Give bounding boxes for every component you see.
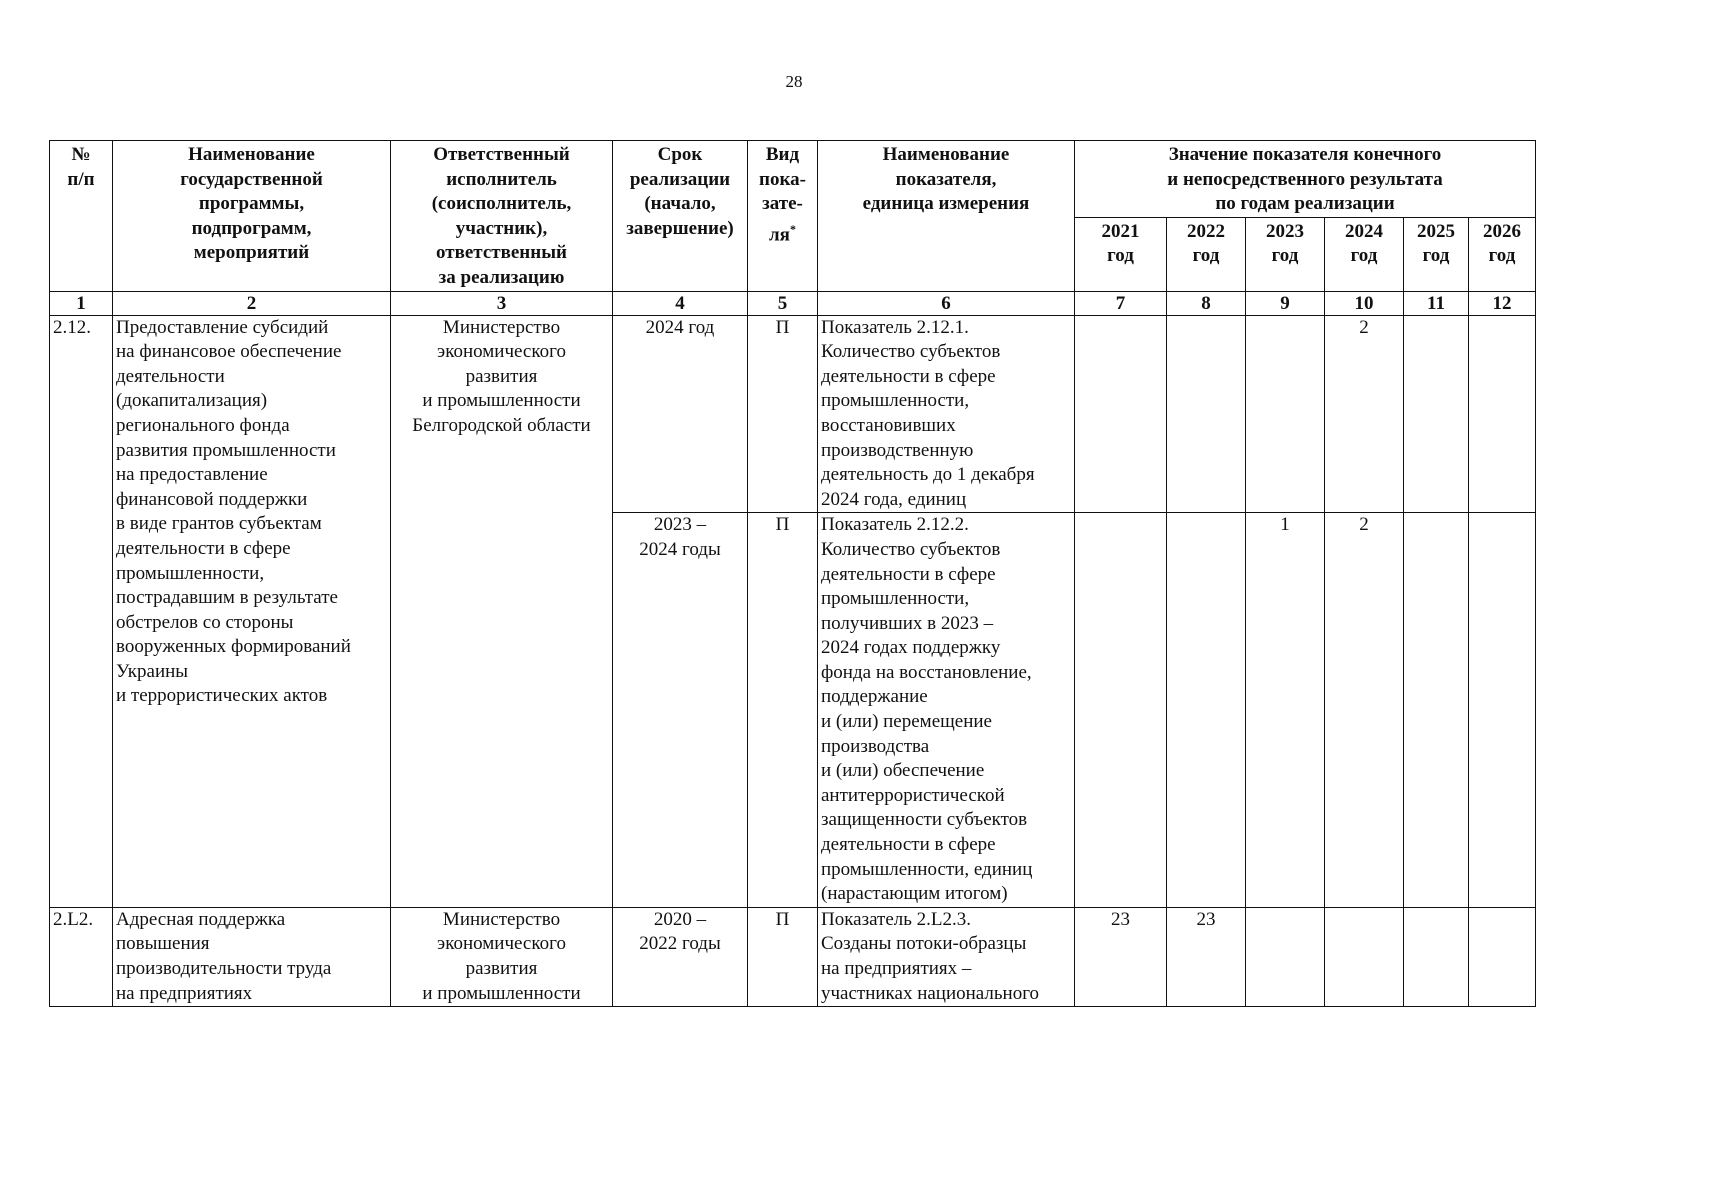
responsible-executor: Министерство экономического развития и промышленности Белгородской области [391,315,613,907]
column-number: 2 [113,291,391,315]
value-2022: 23 [1167,907,1246,1006]
table-row [50,315,1536,513]
page-number: 28 [785,72,803,91]
value-2023: 1 [1246,513,1325,908]
value-2026 [1469,907,1536,1006]
column-number-row [50,291,1536,315]
implementation-term: 2023 – 2024 годы [613,513,748,908]
column-number: 11 [1404,291,1469,315]
header-indicator-type [748,141,818,292]
header-year-2025: 2025 год [1404,217,1469,291]
row-number: 2.L2. [50,907,113,1006]
header-number: № п/п [50,141,113,292]
value-2021 [1075,315,1167,513]
indicator-type: П [748,907,818,1006]
implementation-term: 2024 год [613,315,748,513]
value-2021 [1075,513,1167,908]
row-number: 2.12. [50,315,113,907]
program-table [49,140,1536,1007]
indicator-type: П [748,513,818,908]
header-responsible: Ответственный исполнитель (соисполнитель, участник), ответственный за реализацию [391,141,613,292]
value-2022 [1167,315,1246,513]
measure-name: Предоставление субсидий на финансовое обеспечение деятельности (докапитализация) регионального фонда развития промышленности на предоставление финансовой поддержки в виде грантов субъектам деятельности в сфере промышленности, пострадавшим в результате обстрелов со стороны вооруженных формирований Украины и террористических актов [113,315,391,907]
responsible-executor: Министерство экономического развития и промышленности [391,907,613,1006]
column-number: 5 [748,291,818,315]
footnote-mark: * [789,221,796,236]
header-indicator-name: Наименование показателя, единица измерения [818,141,1075,292]
indicator-name: Показатель 2.L2.3. Созданы потоки-образцы на предприятиях – участниках национального [818,907,1075,1006]
header-year-2023: 2023 год [1246,217,1325,291]
header-indicator-type-label: Вид пока- зате- ля [759,144,806,246]
implementation-term: 2020 – 2022 годы [613,907,748,1006]
value-2026 [1469,315,1536,513]
column-number: 8 [1167,291,1246,315]
header-year-2026: 2026 год [1469,217,1536,291]
column-number: 9 [1246,291,1325,315]
header-program-name: Наименование государственной программы, подпрограмм, мероприятий [113,141,391,292]
indicator-name: Показатель 2.12.1. Количество субъектов деятельности в сфере промышленности, восстановивших производственную деятельность до 1 декабря 2024 года, единиц [818,315,1075,513]
value-2023 [1246,907,1325,1006]
header-values-group: Значение показателя конечного и непосредственного результата по годам реализации [1075,141,1536,218]
column-number: 3 [391,291,613,315]
value-2024 [1325,907,1404,1006]
header-year-2021: 2021 год [1075,217,1167,291]
header-term: Срок реализации (начало, завершение) [613,141,748,292]
indicator-name: Показатель 2.12.2. Количество субъектов деятельности в сфере промышленности, получивших в 2023 – 2024 годах поддержку фонда на восстановление, поддержание и (или) перемещение производства и (или) обеспечение антитеррористической защищенности субъектов деятельности в сфере промышленности, единиц (нарастающим итогом) [818,513,1075,908]
value-2023 [1246,315,1325,513]
value-2021: 23 [1075,907,1167,1006]
value-2024: 2 [1325,513,1404,908]
value-2024: 2 [1325,315,1404,513]
value-2026 [1469,513,1536,908]
value-2025 [1404,315,1469,513]
header-row-top [50,141,1536,218]
value-2022 [1167,513,1246,908]
measure-name: Адресная поддержка повышения производительности труда на предприятиях [113,907,391,1006]
header-year-2022: 2022 год [1167,217,1246,291]
value-2025 [1404,513,1469,908]
column-number: 10 [1325,291,1404,315]
column-number: 4 [613,291,748,315]
column-number: 12 [1469,291,1536,315]
table-row [50,907,1536,1006]
header-year-2024: 2024 год [1325,217,1404,291]
column-number: 7 [1075,291,1167,315]
indicator-type: П [748,315,818,513]
column-number: 1 [50,291,113,315]
column-number: 6 [818,291,1075,315]
value-2025 [1404,907,1469,1006]
